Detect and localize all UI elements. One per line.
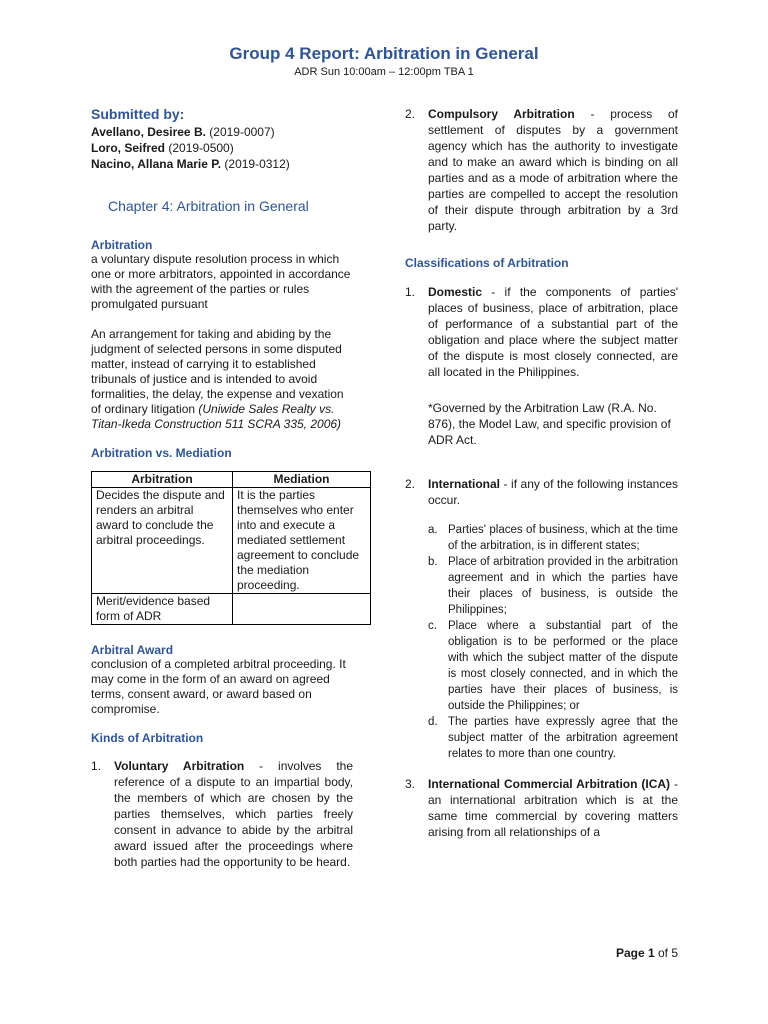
list-number: 1. xyxy=(405,285,416,299)
author-id: (2019-0007) xyxy=(205,125,275,139)
page-total: of 5 xyxy=(654,946,678,960)
sub-list xyxy=(405,522,678,762)
sub-list-letter: b. xyxy=(428,556,438,568)
author-line xyxy=(91,124,353,140)
table-header-cell: Arbitration xyxy=(92,472,233,488)
table-header-cell: Mediation xyxy=(233,472,371,488)
arbitration-definition: a voluntary dispute resolution process in which one or more arbitrators, appointed in accordance with the agreement of the parties or rules promulgated pursuant xyxy=(91,252,351,311)
case-citation: (Uniwide Sales Realty vs. Titan-Ikeda Construction 511 SCRA 335, 2006) xyxy=(91,402,342,431)
sub-list-item xyxy=(428,714,678,762)
author-line xyxy=(91,140,353,156)
author-name: Avellano, Desiree B. xyxy=(91,125,206,139)
author-name: Loro, Seifred xyxy=(91,141,166,155)
sub-list-text: The parties have expressly agree that the subject matter of the arbitration agreement relates to more than one country. xyxy=(448,716,678,760)
list-text xyxy=(428,476,678,508)
list-text xyxy=(428,106,678,234)
sub-list-text: Place where a substantial part of the obligation is to be performed or the place with which the subject matter of the dispute is most closely connected, and in which the parties have their places of business, is outside the Philippines; or xyxy=(448,620,678,712)
list-item xyxy=(405,776,678,840)
list-number: 1. xyxy=(91,759,102,773)
list-text xyxy=(428,776,678,840)
author-line xyxy=(91,156,353,172)
submitted-by-label: Submitted by: xyxy=(91,106,185,122)
chapter-heading: Chapter 4: Arbitration in General xyxy=(108,198,309,214)
sub-list-text: Parties' places of business, which at the time of the arbitration, is in different states; xyxy=(448,524,678,552)
sub-list-letter: a. xyxy=(428,524,438,536)
right-column xyxy=(405,106,678,840)
document-title: Group 4 Report: Arbitration in General xyxy=(229,44,539,63)
author-name: Nacino, Allana Marie P. xyxy=(91,157,222,171)
sub-list-letter: d. xyxy=(428,716,438,728)
sub-list-text: Place of arbitration provided in the arbitration agreement and in which the parties have their places of business, is outside the Philippines; xyxy=(448,556,678,616)
table-row xyxy=(92,594,371,625)
list-term: Compulsory Arbitration xyxy=(428,107,575,121)
arbitration-heading: Arbitration xyxy=(91,238,153,252)
list-text xyxy=(428,284,678,380)
list-item xyxy=(405,284,678,380)
list-term: Domestic xyxy=(428,285,483,299)
classifications-heading: Classifications of Arbitration xyxy=(405,256,569,270)
list-number: 2. xyxy=(405,107,416,121)
sub-list-item xyxy=(428,554,678,618)
table-cell: Decides the dispute and renders an arbitral award to conclude the arbitral proceedings. xyxy=(92,488,233,594)
versus-heading: Arbitration vs. Mediation xyxy=(91,446,232,460)
arbitration-arrangement xyxy=(91,327,353,432)
author-id: (2019-0500) xyxy=(165,141,234,155)
table-cell: It is the parties themselves who enter into and execute a mediated settlement agreement to conclude the mediation proceeding. xyxy=(233,488,371,594)
table-cell xyxy=(233,594,371,625)
sub-list-letter: c. xyxy=(428,620,437,632)
document-subtitle: ADR Sun 10:00am – 12:00pm TBA 1 xyxy=(294,66,474,78)
author-id: (2019-0312) xyxy=(221,157,290,171)
list-desc: - an international arbitration which is at the same time commercial by covering matters arising from all relationships of a xyxy=(428,777,678,839)
table-header-row xyxy=(92,472,371,488)
list-term: International xyxy=(428,477,501,491)
list-desc: - process of settlement of disputes by a government agency which has the authority to investigate and to make an award which is binding on all parties and as a mode of arbitration where the parties are compelled to accept the resolution of their dispute through arbitration by a 3rd party. xyxy=(428,107,678,233)
list-text xyxy=(114,758,353,870)
kinds-heading: Kinds of Arbitration xyxy=(91,731,204,745)
list-number: 3. xyxy=(405,777,416,791)
sub-list-item xyxy=(428,618,678,714)
page-number xyxy=(616,946,678,960)
list-item xyxy=(405,106,678,234)
award-heading: Arbitral Award xyxy=(91,643,174,657)
award-text: conclusion of a completed arbitral proceeding. It may come in the form of an award on agreed terms, consent award, or award based on compromise. xyxy=(91,657,346,716)
list-term: Voluntary Arbitration xyxy=(114,759,245,773)
list-number: 2. xyxy=(405,477,416,491)
table-cell: Merit/evidence based form of ADR xyxy=(92,594,233,625)
left-column xyxy=(91,106,360,870)
governing-law-note: *Governed by the Arbitration Law (R.A. No. 876), the Model Law, and specific provision of ADR Act. xyxy=(428,401,671,447)
comparison-table xyxy=(91,471,371,625)
arrangement-text: An arrangement for taking and abiding by the judgment of selected persons in some disputed matter, instead of carrying it to established tribunals of justice and is intended to avoid formalities, the delay, the expense and vexation of ordinary litigation xyxy=(91,327,344,416)
page-current: Page 1 xyxy=(615,946,655,960)
table-row xyxy=(92,488,371,594)
list-desc: - if the components of parties' places of business, place of arbitration, place of performance of a substantial part of the obligation and place where the subject matter of the dispute is most closely connected, are all located in the Philippines. xyxy=(428,285,678,379)
list-item xyxy=(91,758,353,870)
list-item xyxy=(405,476,678,508)
list-term: International Commercial Arbitration (ICA) xyxy=(428,777,671,791)
list-desc: - if any of the following instances occur. xyxy=(428,477,678,507)
list-desc: - involves the reference of a dispute to an impartial body, the members of which are chosen by the parties themselves, which parties freely consent in advance to abide by the arbitral award issued after the proceedings where both parties had the opportunity to be heard. xyxy=(114,759,353,869)
sub-list-item xyxy=(428,522,678,554)
